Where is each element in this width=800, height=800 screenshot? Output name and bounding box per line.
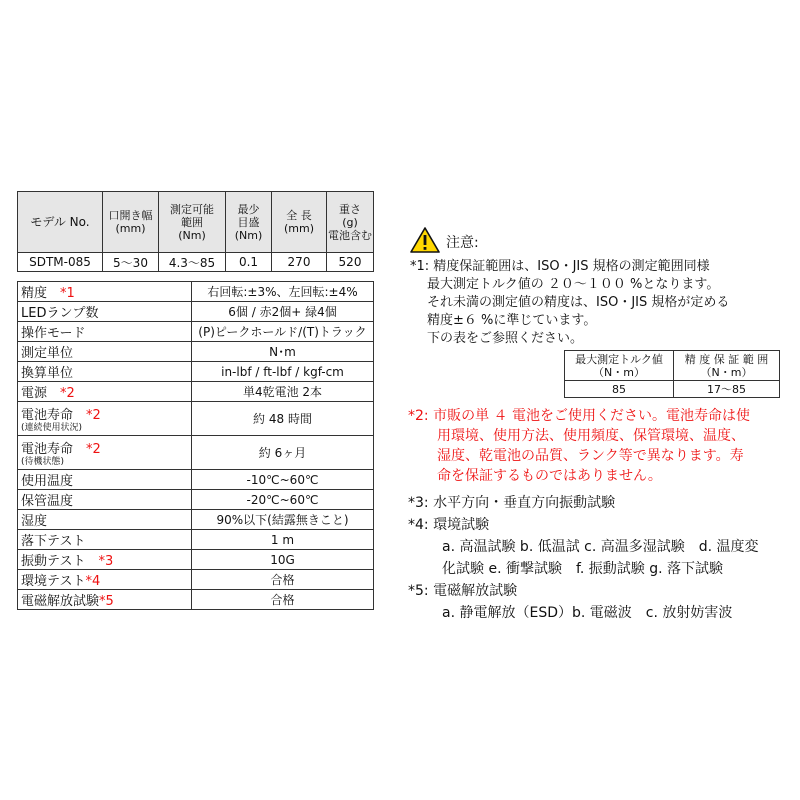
spec-row [18,570,374,590]
spec-value: -10℃~60℃ [192,470,374,490]
header-weight: 重さ (g) 電池含む [327,192,374,253]
spec-value: 約 6ヶ月 [192,436,374,470]
accuracy-header-range: 精 度 保 証 範 囲 （N・m） [674,351,780,381]
notes-title: 注意: [446,235,479,251]
spec-value: 10G [192,550,374,570]
model-table-header-row [18,192,374,253]
note-2 [408,406,798,486]
spec-row [18,402,374,436]
accuracy-header-row [565,351,780,381]
notes-header [410,228,798,258]
spec-label: 電源 *2 [18,382,192,402]
spec-row [18,382,374,402]
notes-section [398,228,798,624]
header-jaw-width: 口開き幅 (mm) [103,192,159,253]
note-mark: *5 [99,594,114,609]
value-range: 4.3～85 [159,253,226,272]
spec-value: 90%以下(結露無きこと) [192,510,374,530]
spec-row [18,322,374,342]
note-1-line: それ未満の測定値の精度は、ISO・JIS 規格が定める [427,295,730,310]
note-mark: *2 [86,407,101,423]
spec-label: LEDランプ数 [18,302,192,322]
spec-value: in-lbf / ft-lbf / kgf-cm [192,362,374,382]
note-4-line: a. 高温試験 b. 低温試 c. 高温多湿試験 d. 温度変 [442,539,759,555]
spec-label: 電磁解放試験*5 [18,590,192,610]
spec-row [18,362,374,382]
note-5-line: a. 静電解放（ESD）b. 電磁波 c. 放射妨害波 [442,605,733,621]
note-4-line: 化試験 e. 衝撃試験 f. 振動試験 g. 落下試験 [442,561,724,577]
spec-value: (P)ピークホールド/(T)トラック [192,322,374,342]
header-model: モデル No. [18,192,103,253]
spec-value: 1 m [192,530,374,550]
accuracy-header-max: 最大測定トルク値 （N・m） [565,351,674,381]
note-mark: *3 [98,554,114,569]
value-jaw-width: 5～30 [103,253,159,272]
header-range: 測定可能 範囲 (Nm) [159,192,226,253]
spec-value: -20℃~60℃ [192,490,374,510]
header-length: 全 長 (mm) [272,192,327,253]
note-1-line: 最大測定トルク値の ２０～１００ %となります。 [427,277,720,292]
value-length: 270 [272,253,327,272]
note-1-line: 精度±６ %に準じています。 [427,313,597,328]
spec-row [18,302,374,322]
value-model: SDTM-085 [18,253,103,272]
spec-row [18,510,374,530]
spec-value: 6個 / 赤2個+ 緑4個 [192,302,374,322]
model-table-value-row [18,253,374,272]
spec-label: 電池寿命 *2 (連続使用状況) [18,402,192,436]
spec-row [18,530,374,550]
note-5: *5: 電磁解放試験 [408,583,518,599]
spec-label: 湿度 [18,510,192,530]
note-1-line: 下の表をご参照ください。 [427,331,584,346]
spec-label: 電池寿命 *2 (待機状態) [18,436,192,470]
spec-row [18,282,374,302]
spec-value: 右回転:±3%、左回転:±4% [192,282,374,302]
spec-label: 保管温度 [18,490,192,510]
note-mark: *1 [60,286,75,301]
spec-label: 測定単位 [18,342,192,362]
note-mark: *2 [86,441,101,457]
spec-label: 振動テスト *3 [18,550,192,570]
spec-sublabel: (待機状態) [21,456,65,467]
note-2-line: *2: 市販の単 ４ 電池をご使用ください。電池寿命は使 [408,408,750,424]
note-mark: *4 [85,574,101,589]
header-min-scale: 最少 目盛 (Nm) [226,192,272,253]
spec-label: 精度 *1 [18,282,192,302]
spec-label: 環境テスト*4 [18,570,192,590]
spec-row [18,590,374,610]
note-3: *3: 水平方向・垂直方向振動試験 [408,495,616,511]
spec-row [18,470,374,490]
spec-label: 操作モード [18,322,192,342]
spec-row [18,436,374,470]
spec-value: 合格 [192,570,374,590]
note-4: *4: 環境試験 [408,517,490,533]
spec-row [18,550,374,570]
model-table [17,191,374,272]
accuracy-table [564,350,780,398]
spec-value: 約 48 時間 [192,402,374,436]
note-2-line: 用環境、使用方法、使用頻度、保管環境、温度、 [437,428,745,444]
spec-label: 換算単位 [18,362,192,382]
spec-row [18,490,374,510]
note-mark: *2 [60,386,75,401]
accuracy-value-row [565,381,780,398]
value-min-scale: 0.1 [226,253,272,272]
accuracy-value-max: 85 [565,381,674,398]
warning-triangle-icon [410,227,440,259]
note-2-line: 湿度、乾電池の品質、ランク等で異なります。寿 [437,448,744,464]
note-1-line: *1: 精度保証範囲は、ISO・JIS 規格の測定範囲同様 [410,259,710,274]
note-2-line: 命を保証するものではありません。 [437,468,662,484]
accuracy-value-range: 17～85 [674,381,780,398]
spec-value: 合格 [192,590,374,610]
spec-label: 使用温度 [18,470,192,490]
spec-value: 単4乾電池 2本 [192,382,374,402]
spec-table [17,281,374,610]
spec-sublabel: (連続使用状況) [21,422,83,433]
spec-row [18,342,374,362]
value-weight: 520 [327,253,374,272]
spec-label: 落下テスト [18,530,192,550]
spec-value: N･m [192,342,374,362]
